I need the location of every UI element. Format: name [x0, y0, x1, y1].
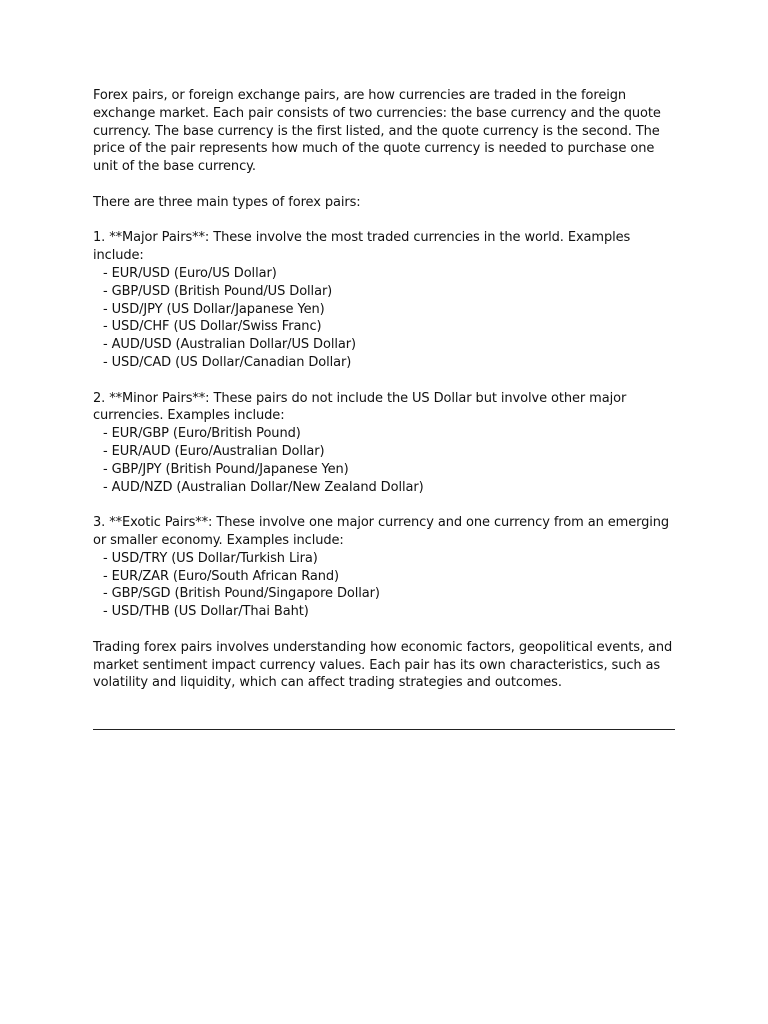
list-item: - EUR/AUD (Euro/Australian Dollar) — [103, 443, 325, 459]
pair-list — [93, 550, 683, 621]
section-title: 2. **Minor Pairs**: These pairs do not include the US Dollar but involve other major currencies. Examples include: — [93, 390, 627, 424]
section-title: 3. **Exotic Pairs**: These involve one major currency and one currency from an emerging or smaller economy. Examples include: — [93, 515, 670, 548]
document-body — [93, 87, 683, 710]
list-item: - USD/THB (US Dollar/Thai Baht) — [103, 604, 309, 620]
list-item: - USD/CHF (US Dollar/Swiss Franc) — [103, 319, 322, 335]
section-exotic-pairs — [93, 514, 683, 621]
list-item: - USD/JPY (US Dollar/Japanese Yen) — [103, 301, 325, 317]
list-item: - GBP/SGD (British Pound/Singapore Dollar) — [103, 586, 380, 602]
list-item: - GBP/USD (British Pound/US Dollar) — [103, 283, 333, 299]
list-item: - EUR/USD (Euro/US Dollar) — [103, 265, 277, 281]
section-minor-pairs — [93, 390, 683, 497]
types-intro-paragraph: There are three main types of forex pairs: — [93, 194, 361, 210]
list-item: - EUR/GBP (Euro/British Pound) — [103, 426, 301, 442]
conclusion-paragraph: Trading forex pairs involves understanding how economic factors, geopolitical events, and market sentiment impact currency values. Each pair has its own characteristics, such as volatility and liquidity, which can affect trading strategies and outcomes. — [93, 639, 673, 691]
list-item: - AUD/NZD (Australian Dollar/New Zealand Dollar) — [103, 479, 424, 495]
list-item: - AUD/USD (Australian Dollar/US Dollar) — [103, 337, 356, 353]
list-item: - USD/CAD (US Dollar/Canadian Dollar) — [103, 354, 352, 370]
pair-list — [93, 425, 683, 496]
list-item: - GBP/JPY (British Pound/Japanese Yen) — [103, 461, 349, 477]
list-item: - USD/TRY (US Dollar/Turkish Lira) — [103, 550, 318, 566]
pair-list — [93, 265, 683, 372]
intro-paragraph: Forex pairs, or foreign exchange pairs, are how currencies are traded in the foreign exchange market. Each pair consists of two currencies: the base currency and the quote currency. The base currency is the first listed, and the quote currency is the second. The price of the pair represents how much of the quote currency is needed to purchase one unit of the base currency. — [93, 88, 661, 175]
list-item: - EUR/ZAR (Euro/South African Rand) — [103, 568, 339, 584]
section-major-pairs — [93, 229, 683, 371]
section-title: 1. **Major Pairs**: These involve the most traded currencies in the world. Examples include: — [93, 230, 631, 264]
horizontal-divider — [93, 729, 675, 730]
